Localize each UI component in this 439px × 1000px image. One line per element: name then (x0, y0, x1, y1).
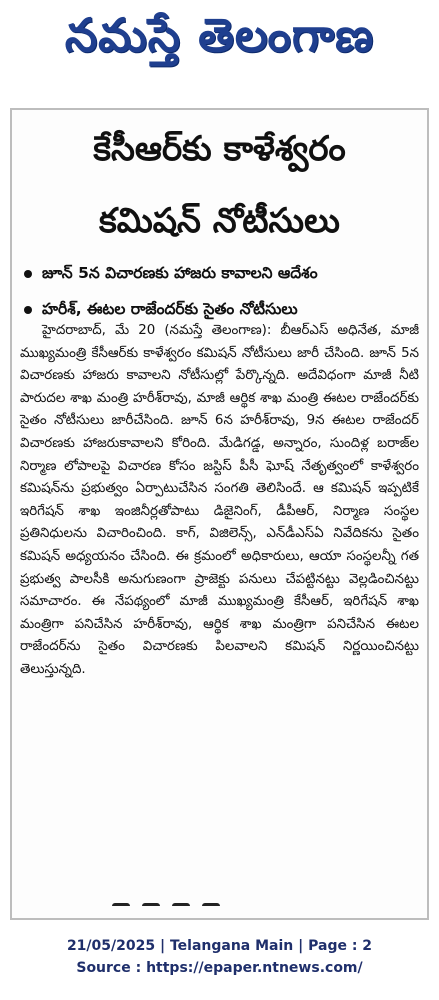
subheading-bullet-2 (24, 296, 417, 322)
masthead-logo-text: నమస్తే తెలంగాణ (64, 8, 375, 62)
subheading-text: జూన్ 5న విచారణకు హాజరు కావాలని ఆదేశం (42, 264, 318, 282)
clipping-cut-marks (112, 896, 252, 906)
subheading-bullet-1 (24, 260, 417, 286)
article-clipping (10, 108, 429, 920)
headline-line-2: కమిషన్ నోటీసులు (99, 201, 340, 241)
article-paragraph: హైదరాబాద్, మే 20 (నమస్తే తెలంగాణ): బీఆర్ఎస్ అధినేత, మాజీ ముఖ్యమంత్రి కేసీఆర్‌కు కాళేశ్వరం కమిషన్ నోటీసులు జారీ చేసింది. జూన్ 5న విచారణకు హాజరు కావాలని నోటీసుల్లో పేర్కొన్నది. అదేవిధంగా మాజీ నీటి పారుదల శాఖ మంత్రి హరీశ్‌రావు, మాజీ ఆర్థిక శాఖ మంత్రి ఈటల రాజేందర్‌కు సైతం నోటీసులు జారీచేసింది. జూన్ 6న హరీశ్‌రావు, 9న ఈటల రాజేందర్ విచారణకు హాజరుకావాలని కోరింది. మేడిగడ్డ, అన్నారం, సుందిళ్ల బరాజ్‌ల నిర్మాణ లోపాలపై విచారణ కోసం జస్టిస్ పీసీ ఘోష్ నేతృత్వంలో కాళేశ్వరం కమిషన్‌ను ప్రభుత్వం ఏర్పాటుచేసిన సంగతి తెలిసిందే. ఆ కమిషన్ ఇప్పటికే ఇరిగేషన్ శాఖ ఇంజినీర్లతోపాటు డిజైనింగ్, డీపీఆర్, నిర్మాణ సంస్థల ప్రతినిధులను విచారించింది. కాగ్, విజిలెన్స్, ఎన్‌డీఎస్‌ఏ నివేదికను సైతం కమిషన్ అధ్యయనం చేసింది. ఈ క్రమంలో అధికారులు, ఆయా సంస్థలన్నీ గత ప్రభుత్వ పాలసీకి అనుగుణంగా ప్రాజెక్టు పనులు చేపట్టినట్టు వెల్లడించినట్టు సమాచారం. ఈ నేపథ్యంలో మాజీ ముఖ్యమంత్రి కేసీఆర్, ఇరిగేషన్ శాఖ మంత్రిగా పనిచేసిన హరీశ్‌రావు, ఆర్థిక శాఖ మంత్రిగా పనిచేసిన ఈటల రాజేందర్‌ను సైతం విచారణకు పిలవాలని కమిషన్ నిర్ణయించినట్టు తెలుస్తున్నది. (20, 323, 419, 677)
newspaper-masthead (10, 8, 429, 74)
subheading-text: హరీశ్, ఈటల రాజేందర్‌కు సైతం నోటీసులు (42, 300, 298, 318)
bullet-icon (24, 306, 32, 314)
article-body (20, 320, 419, 682)
bullet-icon (24, 270, 32, 278)
headline-line-1: కేసీఆర్‌కు కాళేశ్వరం (93, 129, 346, 169)
footer-date-edition: 21/05/2025 | Telangana Main | Page : 2 (66, 938, 373, 954)
footer-source: Source : https://epaper.ntnews.com/ (76, 960, 363, 976)
